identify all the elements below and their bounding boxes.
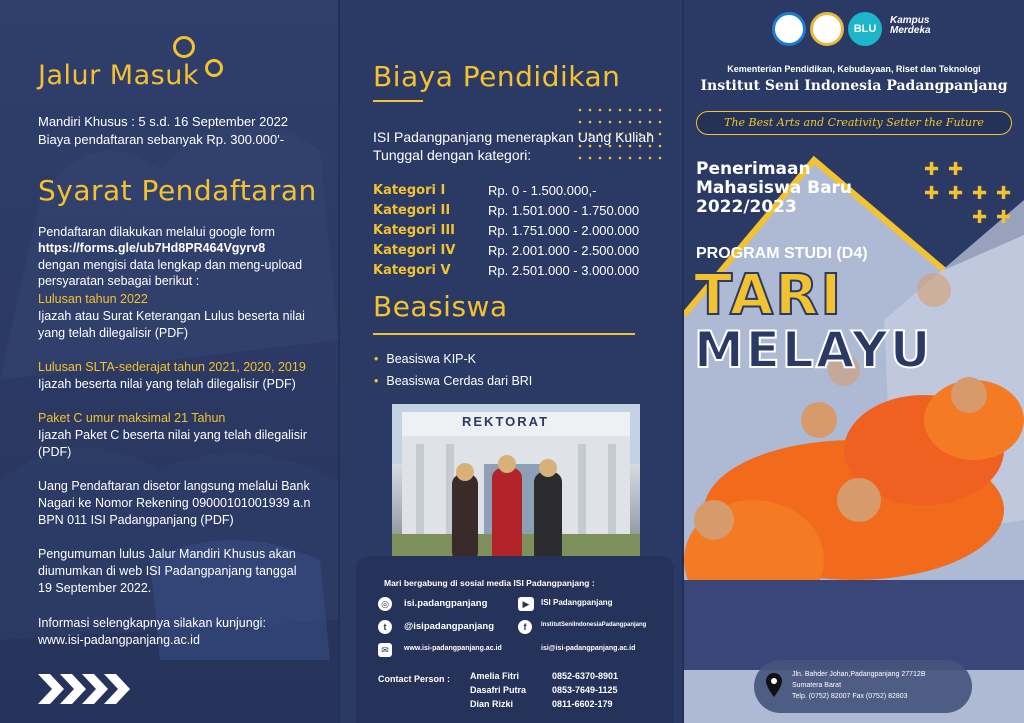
uang-pendaftaran-1: Uang Pendaftaran disetor langsung melalui Bank — [38, 479, 310, 493]
instagram-handle[interactable]: isi.padangpanjang — [404, 598, 488, 609]
plus-decor: ✚ — [948, 183, 964, 203]
youtube-icon: ▶ — [518, 597, 534, 611]
slta-title: Lulusan SLTA-sederajat tahun 2021, 2020, 2019 — [38, 360, 306, 374]
kategori-value: Rp. 0 - 1.500.000,- — [488, 183, 597, 198]
social-media-box — [356, 556, 674, 723]
address-line-1: Jln. Bahder Johan,Padangpanjang 27712B — [792, 671, 926, 678]
beasiswa-label: Beasiswa KIP-K — [386, 352, 477, 366]
address-line-2: Sumatera Barat — [792, 682, 842, 689]
contact-name: Dasafri Putra — [470, 685, 527, 695]
pmb-heading — [696, 160, 852, 217]
mail-icon: ✉ — [378, 643, 392, 657]
ukt-intro-2: Tunggal dengan kategori: — [373, 147, 532, 163]
biaya-pendidikan-title: Biaya Pendidikan — [373, 60, 621, 93]
kampus-logo-line-2: Merdeka — [890, 25, 931, 36]
plus-decor: ✚ — [972, 183, 988, 203]
syarat-title: Syarat Pendaftaran — [38, 174, 317, 207]
twitter-icon: t — [378, 620, 392, 634]
contact-name: Amelia Fitri — [470, 671, 520, 681]
kampus-logo-line-1: Kampus — [890, 15, 930, 26]
plus-decor: ✚ — [948, 159, 964, 179]
kampus-merdeka-logo — [890, 16, 931, 36]
tari-title: TARI — [694, 263, 844, 328]
registration-fee: Biaya pendaftaran sebanyak Rp. 300.000'- — [38, 132, 285, 147]
plus-decor: ✚ — [996, 183, 1012, 203]
kategori-name: Kategori I — [373, 183, 446, 198]
right-panel — [684, 0, 1024, 723]
program-studi-label: PROGRAM STUDI (D4) — [696, 245, 868, 262]
pengumuman-3: 19 September 2022. — [38, 581, 152, 595]
institute-name: Institut Seni Indonesia Padangpanjang — [700, 78, 1008, 94]
institute-tagline: The Best Arts and Creativity Setter the Future — [696, 111, 1012, 135]
lulusan-2022-body-2: yang telah dilegalisir (PDF) — [38, 326, 189, 340]
uang-pendaftaran-2: Nagari ke Nomor Rekening 09000101001939 a.n — [38, 496, 311, 510]
isi-logo — [810, 12, 844, 46]
instagram-icon: ◎ — [378, 597, 392, 611]
chevron-right-icon — [104, 674, 130, 704]
contact-name: Dian Rizki — [470, 699, 514, 709]
contact-phone[interactable]: 0852-6370-8901 — [552, 671, 619, 681]
plus-decor: ✚ — [972, 207, 988, 227]
beasiswa-underline — [373, 333, 635, 335]
kategori-value: Rp. 1.501.000 - 1.750.000 — [488, 203, 640, 218]
pengumuman-1: Pengumuman lulus Jalur Mandiri Khusus akan — [38, 547, 296, 561]
uang-pendaftaran-3: BPN 011 ISI Padangpanjang (PDF) — [38, 513, 234, 527]
kategori-value: Rp. 2.501.000 - 3.000.000 — [488, 263, 640, 278]
mandiri-date: Mandiri Khusus : 5 s.d. 16 September 2022 — [38, 114, 289, 129]
youtube-channel[interactable]: ISI Padangpanjang — [541, 598, 613, 607]
kategori-value: Rp. 2.001.000 - 2.500.000 — [488, 243, 640, 258]
plus-decor: ✚ — [996, 207, 1012, 227]
kategori-name: Kategori II — [373, 203, 451, 218]
kemendikbud-logo — [772, 12, 806, 46]
paket-c-body-1: Ijazah Paket C beserta nilai yang telah dilegalisir — [38, 428, 307, 442]
middle-panel — [340, 0, 682, 723]
beasiswa-item: • Beasiswa Cerdas dari BRI — [374, 374, 533, 388]
plus-decor: ✚ — [924, 159, 940, 179]
rektorat-sign: REKTORAT — [462, 414, 550, 429]
location-pin-icon — [766, 673, 782, 697]
beasiswa-title: Beasiswa — [373, 290, 508, 323]
ministry-name: Kementerian Pendidikan, Kebudayaan, Riset dan Teknologi — [727, 64, 981, 74]
rektorat-photo — [392, 404, 640, 570]
syarat-intro-3: persyaratan sebagai berikut : — [38, 274, 200, 288]
ukt-intro-1: ISI Padangpanjang menerapkan Uang Kuliah — [373, 129, 654, 145]
beasiswa-item: • Beasiswa KIP-K — [374, 352, 477, 366]
web-address[interactable]: www.isi-padangpanjang.ac.id — [404, 645, 502, 652]
kategori-value: Rp. 1.751.000 - 2.000.000 — [488, 223, 640, 238]
title-underline — [373, 100, 423, 102]
info-line-1: Informasi selengkapnya silakan kunjungi: — [38, 616, 266, 630]
contact-phone[interactable]: 0853-7649-1125 — [552, 685, 618, 695]
melayu-title: MELAYU — [694, 321, 933, 379]
google-form-link[interactable]: https://forms.gle/ub7Hd8PR464Vgyrv8 — [38, 241, 266, 255]
pmb-line-1: Penerimaan — [696, 159, 811, 179]
pmb-line-3: 2022/2023 — [696, 197, 797, 217]
pengumuman-2: diumumkan di web ISI Padangpanjang tanggal — [38, 564, 297, 578]
social-heading: Mari bergabung di sosial media ISI Padangpanjang : — [384, 578, 595, 588]
decor-circle-large — [173, 36, 195, 58]
slta-body: Ijazah beserta nilai yang telah dilegalisir (PDF) — [38, 377, 296, 391]
facebook-icon: f — [518, 620, 532, 634]
lulusan-2022-title: Lulusan tahun 2022 — [38, 292, 148, 306]
email-address[interactable]: isi@isi-padangpanjang.ac.id — [541, 645, 636, 652]
paket-c-title: Paket C umur maksimal 21 Tahun — [38, 411, 226, 425]
twitter-handle[interactable]: @isipadangpanjang — [404, 621, 495, 632]
blu-logo: BLU — [848, 12, 882, 46]
syarat-intro-2: dengan mengisi data lengkap dan meng-upload — [38, 258, 303, 272]
paket-c-body-2: (PDF) — [38, 445, 72, 459]
lulusan-2022-body-1: Ijazah atau Surat Keterangan Lulus beserta nilai — [38, 309, 305, 323]
left-panel — [0, 0, 338, 723]
kategori-name: Kategori V — [373, 263, 451, 278]
beasiswa-label: Beasiswa Cerdas dari BRI — [386, 374, 533, 388]
pmb-line-2: Mahasiswa Baru — [696, 178, 853, 198]
kategori-name: Kategori III — [373, 223, 456, 238]
address-box — [754, 660, 972, 713]
facebook-page[interactable]: InstitutSeniIndonesiaPadangpanjang — [541, 622, 647, 628]
decor-circle-small — [205, 59, 223, 77]
jalur-masuk-title: Jalur Masuk — [38, 60, 199, 91]
kategori-name: Kategori IV — [373, 243, 456, 258]
contact-label: Contact Person : — [378, 674, 451, 684]
website-link[interactable]: www.isi-padangpanjang.ac.id — [38, 633, 200, 647]
syarat-intro-1: Pendaftaran dilakukan melalui google form — [38, 225, 275, 239]
address-line-3: Telp. (0752) 82007 Fax (0752) 82803 — [792, 693, 908, 700]
contact-phone[interactable]: 0811-6602-179 — [552, 699, 613, 709]
plus-decor: ✚ — [924, 183, 940, 203]
